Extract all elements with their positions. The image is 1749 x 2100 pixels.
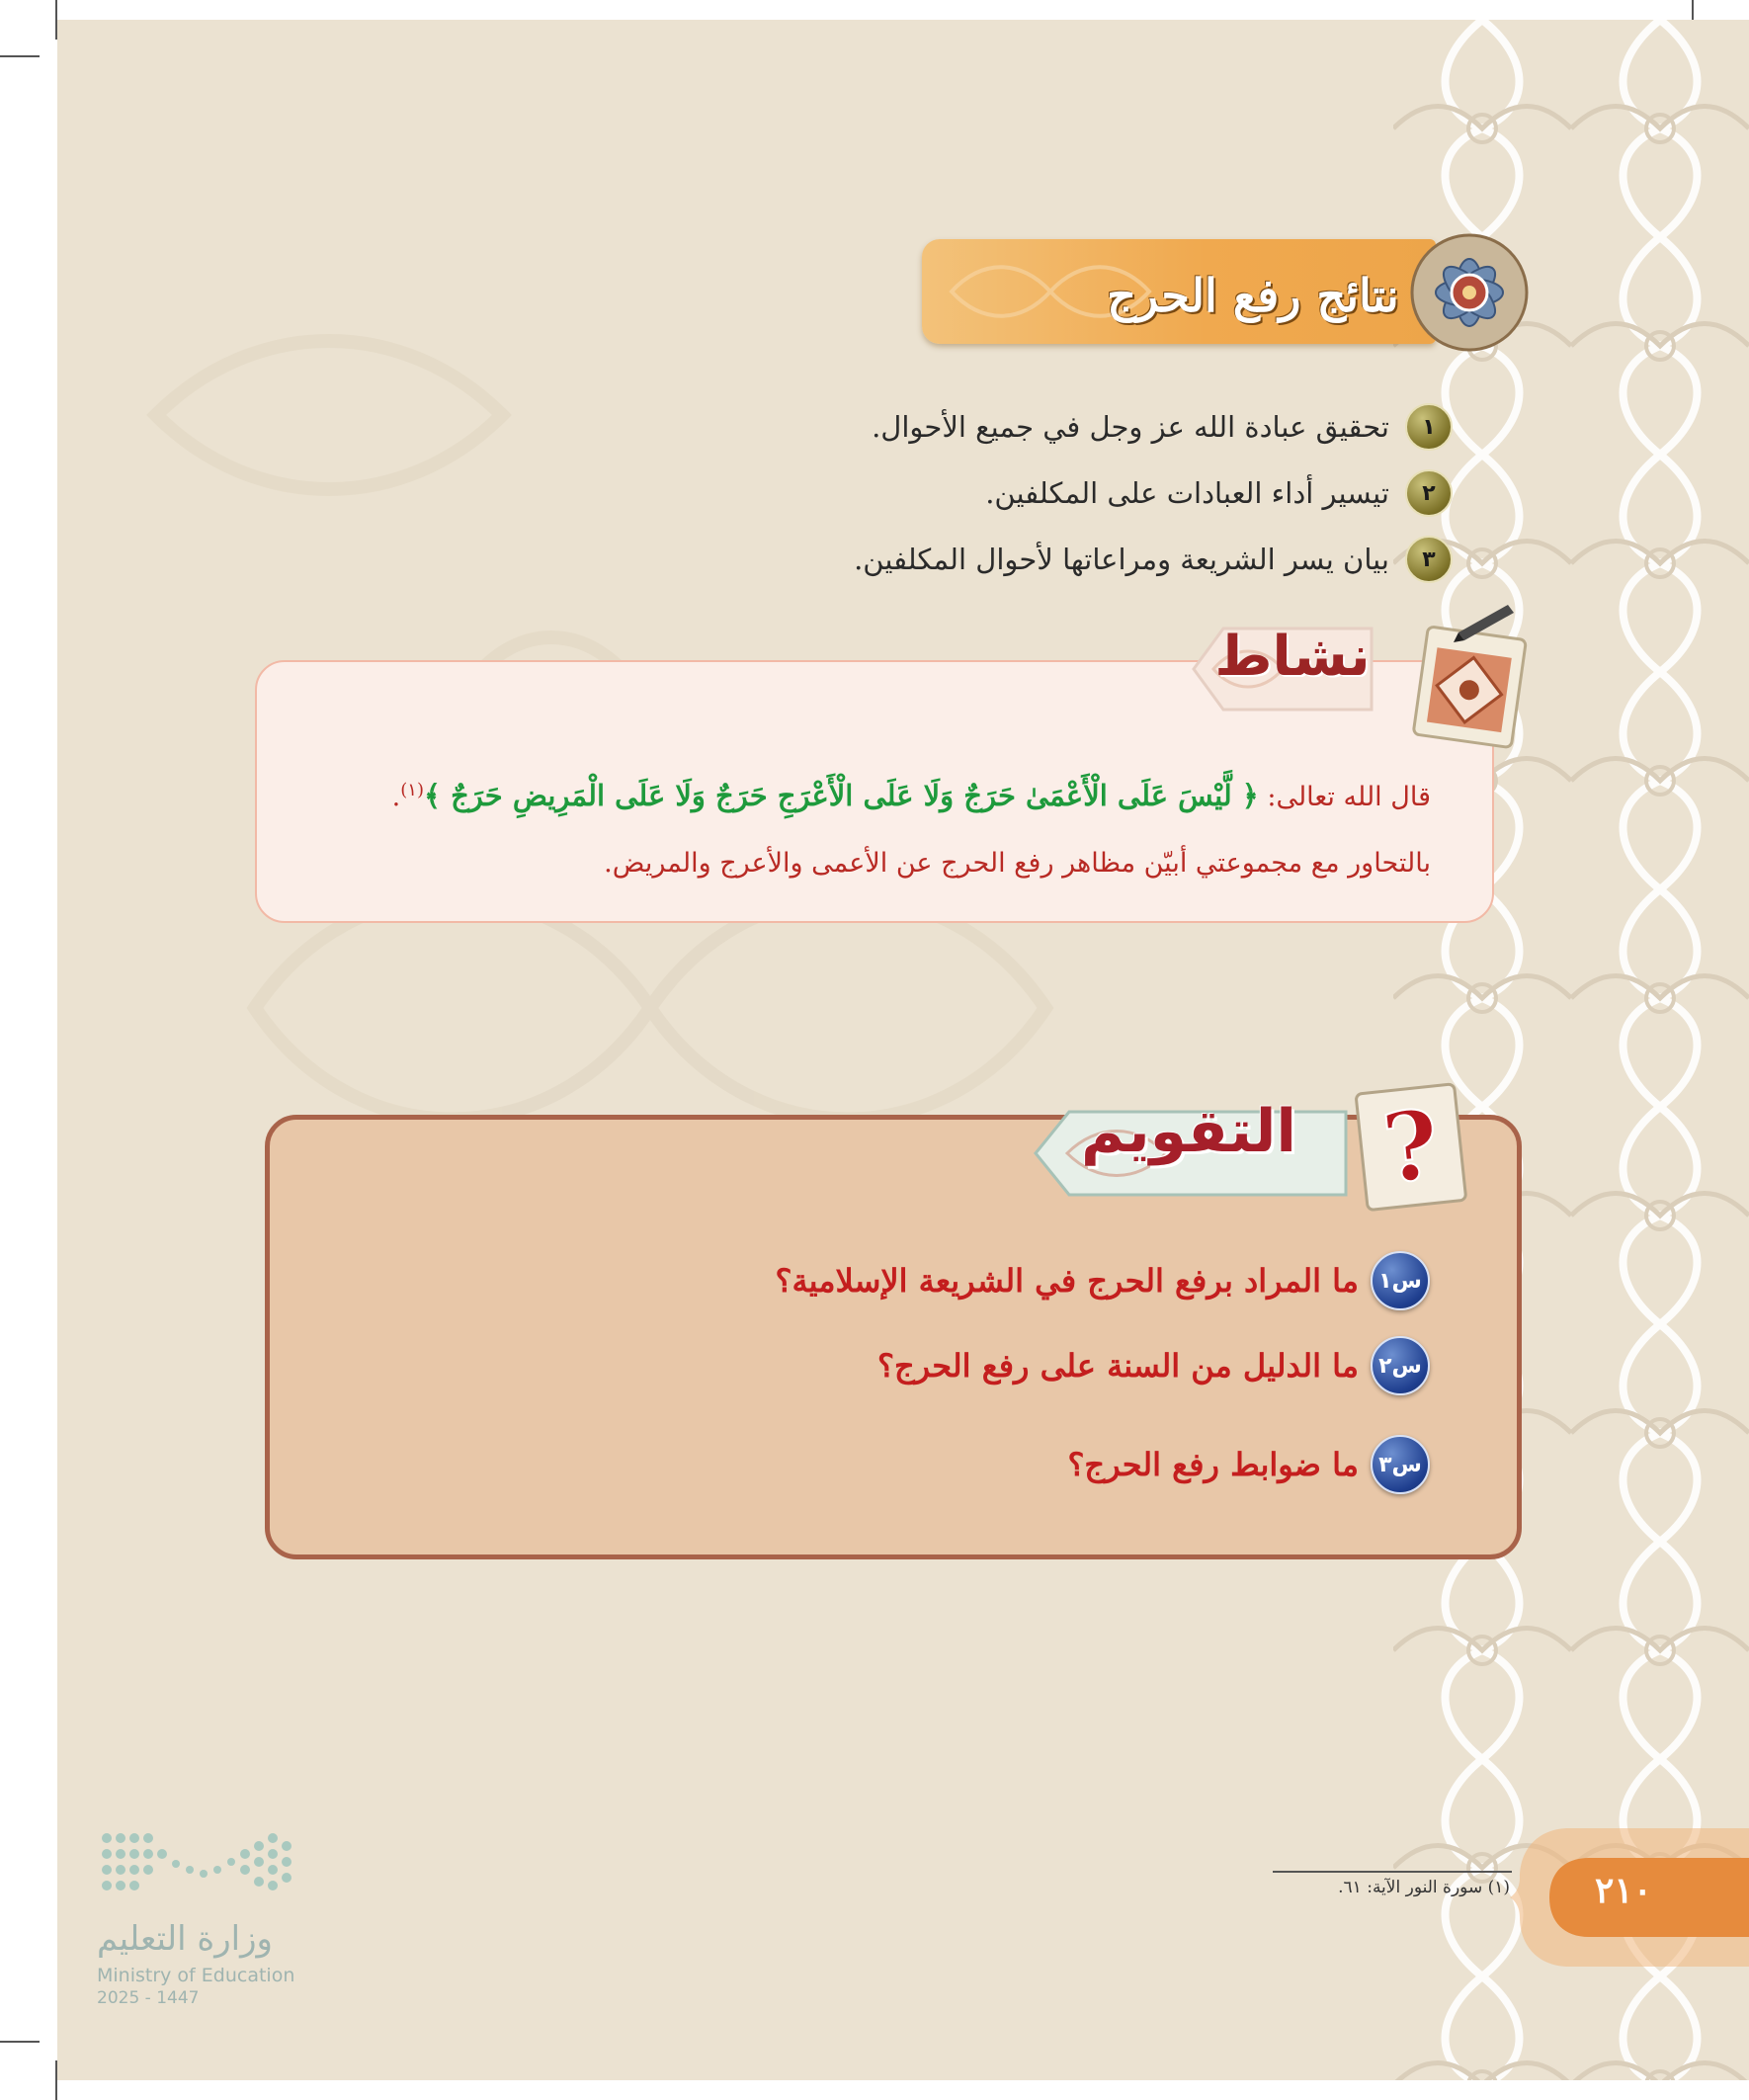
result-item [985, 469, 1453, 517]
ministry-year: 2025 - 1447 [97, 1988, 200, 2008]
question-text: ما ضوابط رفع الحرج؟ [1067, 1446, 1359, 1483]
question-mark-icon [1344, 1069, 1472, 1218]
result-text: بيان يسر الشريعة ومراعاتها لأحوال المكلفين. [854, 543, 1389, 576]
result-text: تيسير أداء العبادات على المكلفين. [985, 476, 1389, 510]
result-text: تحقيق عبادة الله عز وجل في جميع الأحوال. [872, 410, 1389, 444]
activity-title: نشاط [1214, 625, 1371, 689]
result-item [872, 403, 1453, 451]
number-badge: ١ [1405, 403, 1453, 451]
page [57, 20, 1749, 2080]
question-item [1067, 1437, 1430, 1492]
footnote-ref: (١) [400, 780, 424, 800]
result-item [854, 536, 1453, 583]
question-badge: س٣ [1371, 1435, 1430, 1494]
activity-intro: قال الله تعالى: [1258, 782, 1431, 812]
question-text: ما المراد برفع الحرج في الشريعة الإسلامية؟ [775, 1262, 1359, 1300]
evaluation-title: التقويم [1081, 1097, 1296, 1166]
svg-text:?: ? [1376, 1088, 1445, 1206]
footnote: (١) سورة النور الآية: ٦١. [1338, 1878, 1510, 1897]
question-badge: س١ [1371, 1251, 1430, 1310]
ministry-name-english: Ministry of Education [97, 1965, 295, 1986]
crop-mark [0, 2041, 40, 2043]
question-item [776, 1253, 1430, 1308]
footnote-divider [1273, 1871, 1512, 1873]
verse-end: . [391, 782, 401, 812]
section-title: نتائج رفع الحرج [1107, 269, 1399, 322]
number-badge: ٣ [1405, 536, 1453, 583]
activity-instruction: بالتحاور مع مجموعتي أبيّن مظاهر رفع الحرج عن الأعمى والأعرج والمريض. [604, 848, 1431, 879]
page-number: ٢١٠ [1594, 1870, 1652, 1911]
question-text: ما الدليل من السنة على رفع الحرج؟ [876, 1347, 1359, 1385]
rosette-icon [1406, 229, 1533, 356]
ministry-logo [97, 1824, 294, 1913]
notepad-pen-icon [1399, 603, 1538, 751]
question-badge: س٢ [1371, 1336, 1430, 1395]
ministry-name-arabic: وزارة التعليم [97, 1919, 273, 1959]
question-item [877, 1338, 1430, 1393]
number-badge: ٢ [1405, 469, 1453, 517]
quran-verse: ﴿ لَّيْسَ عَلَى الْأَعْمَىٰ حَرَجٌ وَلَا عَلَى الْأَعْرَجِ حَرَجٌ وَلَا عَلَى الْمَرِيضِ حَرَجٌ ﴾ [423, 779, 1259, 812]
crop-mark [0, 55, 40, 57]
activity-verse-line [285, 779, 1431, 812]
